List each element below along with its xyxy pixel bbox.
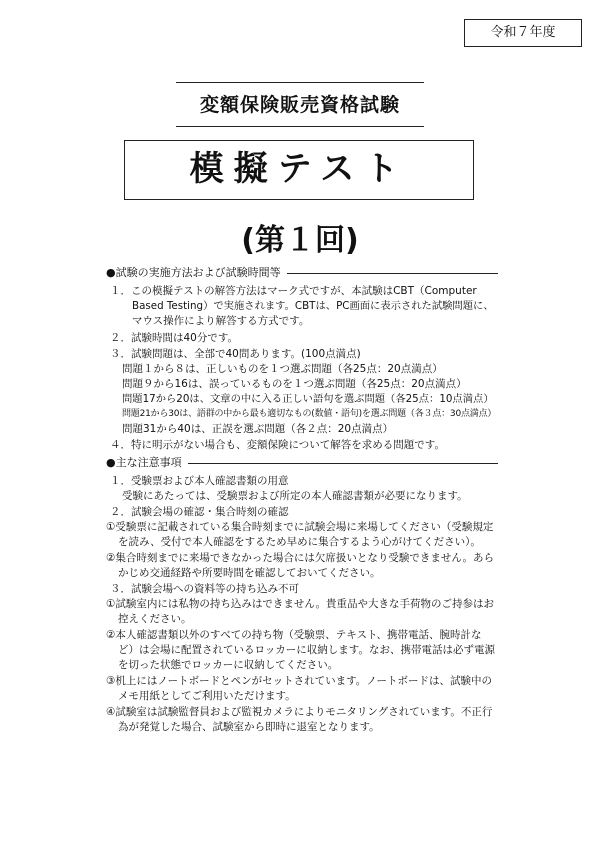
s2-item-3b: ②本人確認書類以外のすべての持ち物（受験票、テキスト、携帯電話、腕時計な: [106, 629, 482, 641]
s2-item-3b-cont2: を切った状態でロッカーに収納してください。: [118, 659, 339, 671]
s1-item-3: ３．試験問題は、全部で40問あります。(100点満点): [110, 348, 361, 360]
s2-item-1: １．受験票および本人確認書類の用意: [110, 475, 289, 487]
s1-item-1: １．この模擬テストの解答方法はマーク式ですが、本試験はCBT（Computer: [110, 285, 477, 297]
s1-item-1c: マウス操作により解答する方式です。: [132, 315, 310, 327]
page-title: 模擬テスト: [124, 140, 474, 200]
section1-heading: [106, 266, 498, 280]
section2-heading-text: ●主な注意事項: [106, 456, 182, 469]
s2-item-3c: ③机上にはノートボードとペンがセットされています。ノートボードは、試験中の: [106, 675, 492, 687]
s1-item-3b: 問題９から16は、誤っているものを１つ選ぶ問題（各25点：20点満点）: [122, 378, 467, 390]
s2-item-3: ３．試験会場への資料等の持ち込み不可: [110, 583, 299, 595]
s1-item-2: ２．試験時間は40分です。: [110, 332, 239, 344]
s2-item-3a: ①試験室内には私物の持ち込みはできません。貴重品や大きな手荷物のご持参はお: [106, 598, 495, 610]
bottom-rule: [176, 126, 424, 127]
s1-item-3a: 問題１から８は、正しいものを１つ選ぶ問題（各25点：20点満点）: [122, 363, 443, 375]
s2-item-3b-cont1: ど）は会場に配置されているロッカーに収納します。なお、携帯電話は必ず電源: [118, 644, 495, 656]
s2-item-3a-cont: 控えください。: [118, 613, 192, 625]
s2-item-2b-cont: かじめ交通経路や所要時間を確認しておいてください。: [118, 567, 381, 579]
s1-item-3c: 問題17から20は、文章の中に入る正しい語句を選ぶ問題（各25点：10点満点）: [122, 393, 494, 405]
section1-heading-rule: [287, 273, 498, 274]
round-label: (第１回): [241, 223, 359, 258]
s1-item-3d: 問題21から30は、語群の中から最も適切なもの(数値・語句)を選ぶ問題（各３点：30点満点）: [122, 409, 497, 419]
s1-item-1b: Based Testing）で実施されます。CBTは、PC画面に表示された試験問題に、: [132, 300, 494, 312]
s2-item-2a-cont: を読み、受付で本人確認をするため早めに集合するよう心がけてください）。: [118, 536, 481, 548]
year-label: 令和７年度: [464, 19, 582, 47]
top-rule: [176, 82, 424, 83]
s1-item-4: ４．特に明示がない場合も、変額保険について解答を求める問題です。: [110, 439, 445, 451]
section2-heading-rule: [188, 463, 498, 464]
s2-item-3d: ④試験室は試験監督員および監視カメラによりモニタリングされています。不正行: [106, 706, 493, 718]
s2-item-2: ２．試験会場の確認・集合時刻の確認: [110, 506, 289, 518]
exam-name: 変額保険販売資格試験: [199, 94, 400, 116]
s2-item-3c-cont: メモ用紙としてご利用いただけます。: [118, 690, 296, 702]
s2-item-2a: ①受験票に記載されている集合時刻までに試験会場に来場してください（受験規定: [106, 521, 494, 533]
s1-item-3e: 問題31から40は、正誤を選ぶ問題（各２点：20点満点）: [122, 423, 394, 435]
s2-item-1a: 受験にあたっては、受験票および所定の本人確認書類が必要になります。: [122, 490, 468, 502]
s2-item-3d-cont: 為が発覚した場合、試験室から即時に退室となります。: [118, 721, 380, 733]
s2-item-2b: ②集合時刻までに来場できなかった場合には欠席扱いとなり受験できません。あら: [106, 552, 495, 564]
section2-heading: [106, 456, 498, 470]
section1-heading-text: ●試験の実施方法および試験時間等: [106, 266, 281, 279]
